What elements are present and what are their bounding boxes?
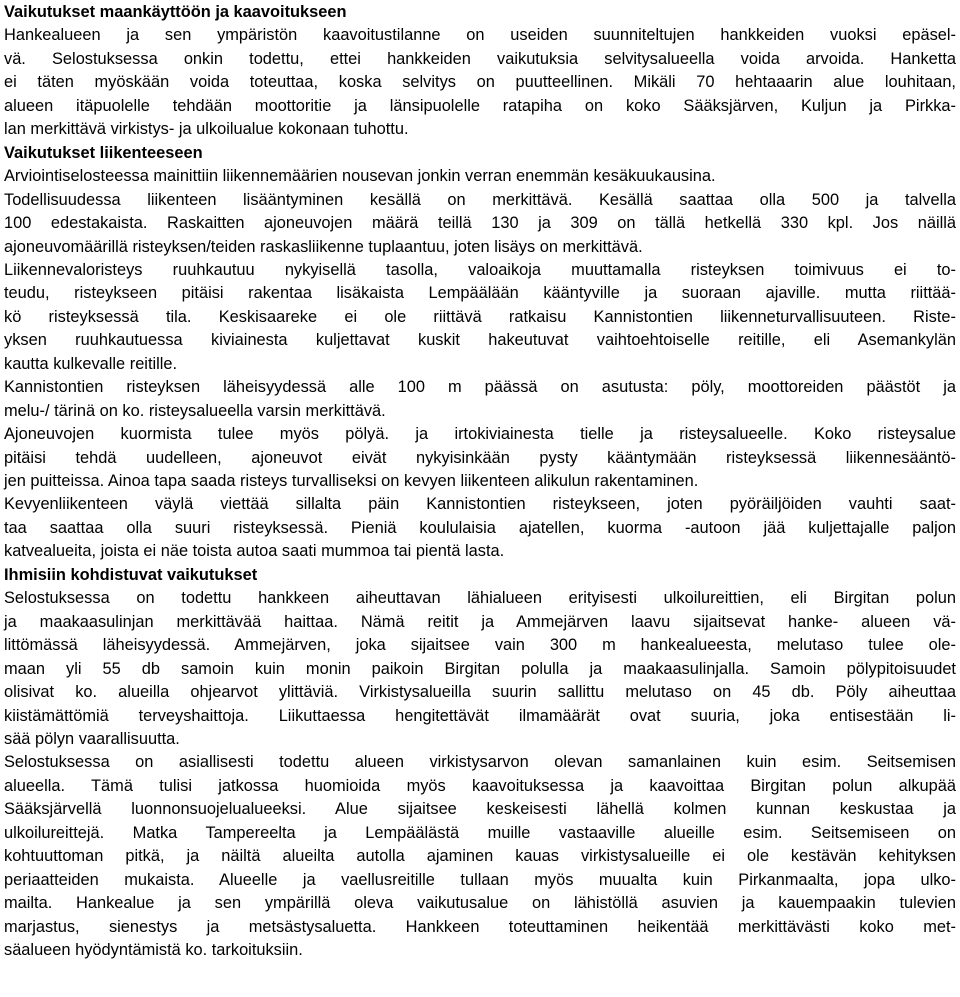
body-text-line: Selostuksessa on todettu hankkeen aiheuttavan lähialueen erityisesti ulkoilureittien, eli Birgitan polun	[4, 589, 956, 608]
section-heading: Ihmisiin kohdistuvat vaikutukset	[4, 565, 258, 584]
body-text-line: alueella. Tämä tulisi jatkossa huomioida myös kaavoituksessa ja kaavoittaa Birgitan polun alkupää	[4, 776, 956, 795]
body-text-line: taa saattaa olla suuri risteyksessä. Pieniä koululaisia ajatellen, kuorma -autoon jää kuljettajalle paljon	[4, 518, 956, 537]
body-text-line: Liikennevaloristeys ruuhkautuu nykyisellä tasolla, valoaikoja muuttamalla risteyksen toimivuus ei to-	[4, 260, 956, 279]
body-text-line: marjastus, sienestys ja metsästysaluetta. Hankkeen toteuttaminen heikentää merkittävästi koko met-	[4, 917, 956, 936]
body-text-line: kiistämättömiä terveyshaittoja. Liikuttaessa hengitettävät ilmamäärät ovat suuria, joka entisestään li-	[4, 706, 956, 725]
body-text-line: littömässä läheisyydessä. Ammejärven, joka sijaitsee vain 300 m hankealueesta, melutaso tulee ole-	[4, 636, 956, 655]
body-text-line: 100 edestakaista. Raskaitten ajoneuvojen määrä teillä 130 ja 309 on tällä hetkellä 330 kpl. Jos näillä	[4, 214, 956, 233]
body-text-line: periaatteiden mukaista. Alueelle ja vaellusreitille tullaan myös muualta kuin Pirkanmaalta, jopa ulko-	[4, 870, 956, 889]
section-heading: Vaikutukset liikenteeseen	[4, 143, 203, 162]
body-text-line: katvealueita, joista ei näe toista autoa saati mummoa tai pientä lasta.	[4, 542, 505, 561]
body-text-line: Sääksjärvellä luonnonsuojelualueeksi. Alue sijaitsee keskeisesti lähellä kolmen kunnan keskustaa ja	[4, 800, 956, 819]
body-text-line: Selostuksessa on asiallisesti todettu alueen virkistysarvon olevan samanlainen kuin esim. Seitsemisen	[4, 753, 956, 772]
body-text-line: Ajoneuvojen kuormista tulee myös pölyä. ja irtokiviainesta tielle ja risteysalueelle. Koko risteysalue	[4, 425, 956, 444]
body-text-line: Kannistontien risteyksen läheisyydessä alle 100 m päässä on asutusta: pöly, moottoreiden päästöt ja	[4, 378, 956, 397]
body-text-line: ajoneuvomäärillä risteyksen/teiden raskasliikenne tuplaantuu, joten lisäys on merkittävä.	[4, 237, 643, 256]
body-text-line: ja maakaasulinjan merkittävää haittaa. Nämä reitit ja Ammejärven laavu sijaitsevat hanke- alueen vä-	[4, 612, 956, 631]
body-text-line: Arviointiselosteessa mainittiin liikennemäärien nousevan jonkin verran enemmän kesäkuukausina.	[4, 167, 716, 186]
body-text-line: jen puitteissa. Ainoa tapa saada risteys turvalliseksi on kevyen liikenteen alikulun rakentaminen.	[4, 472, 699, 490]
body-text-line: mailta. Hankealue ja sen ympärillä oleva vaikutusalue on lähistöllä asuvien ja kauempaakin tulevien	[4, 894, 956, 913]
body-text-line: kö risteyksessä tila. Keskisaareke ei ole riittävä ratkaisu Kannistontien liikenneturvallisuuteen. Riste-	[4, 307, 956, 326]
body-text-line: yksen ruuhkautuessa kiviainesta kuljettavat kuskit hakeutuvat vaihtoehtoiselle reitille, eli Asemankylän	[4, 331, 956, 350]
body-text-line: ei täten myöskään voida toteuttaa, koska selvitys on puutteellinen. Mikäli 70 hehtaaarin alue louhitaan,	[4, 73, 956, 92]
body-text-line: teudu, risteykseen pitäisi rakentaa lisäkaista Lempäälään kääntyville ja suoraan ajaville. mutta riittää-	[4, 284, 956, 303]
body-text-line: Hankealueen ja sen ympäristön kaavoitustilanne on useiden suunniteltujen hankkeiden vuoksi epäsel-	[4, 26, 956, 45]
body-text-line: säalueen hyödyntämistä ko. tarkoituksiin.	[4, 941, 303, 959]
body-text-line: Todellisuudessa liikenteen lisääntyminen kesällä on merkittävä. Kesällä saattaa olla 500 ja talvella	[4, 190, 956, 209]
body-text-line: alueen itäpuolelle tehdään moottoritie ja länsipuolelle ratapiha on koko Sääksjärven, Kuljun ja Pirkka-	[4, 96, 956, 115]
body-text-line: lan merkittävä virkistys- ja ulkoilualue kokonaan tuhottu.	[4, 120, 409, 139]
body-text-line: kohtuuttoman pitkä, ja näiltä alueilta autolla ajaminen kauas virkistysalueille ei ole kestävän kehityksen	[4, 847, 956, 866]
body-text-line: ulkoilureittejä. Matka Tampereelta ja Lempäälästä muille vastaaville alueille esim. Seitsemiseen on	[4, 823, 956, 842]
body-text-line: maan yli 55 db samoin kuin monin paikoin Birgitan polulla ja maakaasulinjalla. Samoin pölypitoisuudet	[4, 659, 956, 678]
body-text-line: vä. Selostuksessa onkin todettu, ettei hankkeiden vaikutuksia selvitysalueella voida arvoida. Hanketta	[4, 49, 956, 68]
body-text-line: sää pölyn vaarallisuutta.	[4, 729, 180, 748]
section-heading: Vaikutukset maankäyttöön ja kaavoitukseen	[4, 3, 347, 21]
body-text-line: melu-/ tärinä on ko. risteysalueella varsin merkittävä.	[4, 401, 386, 420]
body-text-line: pitäisi tehdä uudelleen, ajoneuvot eivät nykyisinkään pysty kääntymään risteyksessä liikennesääntö-	[4, 448, 956, 467]
body-text-line: Kevyenliikenteen väylä viettää sillalta päin Kannistontien risteykseen, joten pyöräiljöiden vauhti saat-	[4, 495, 956, 514]
body-text-line: olisivat ko. alueilla ohjearvot ylittäviä. Virkistysalueilla suurin sallittu melutaso on 45 db. Pöly aiheuttaa	[4, 683, 956, 702]
body-text-line: kautta kulkevalle reitille.	[4, 354, 178, 373]
